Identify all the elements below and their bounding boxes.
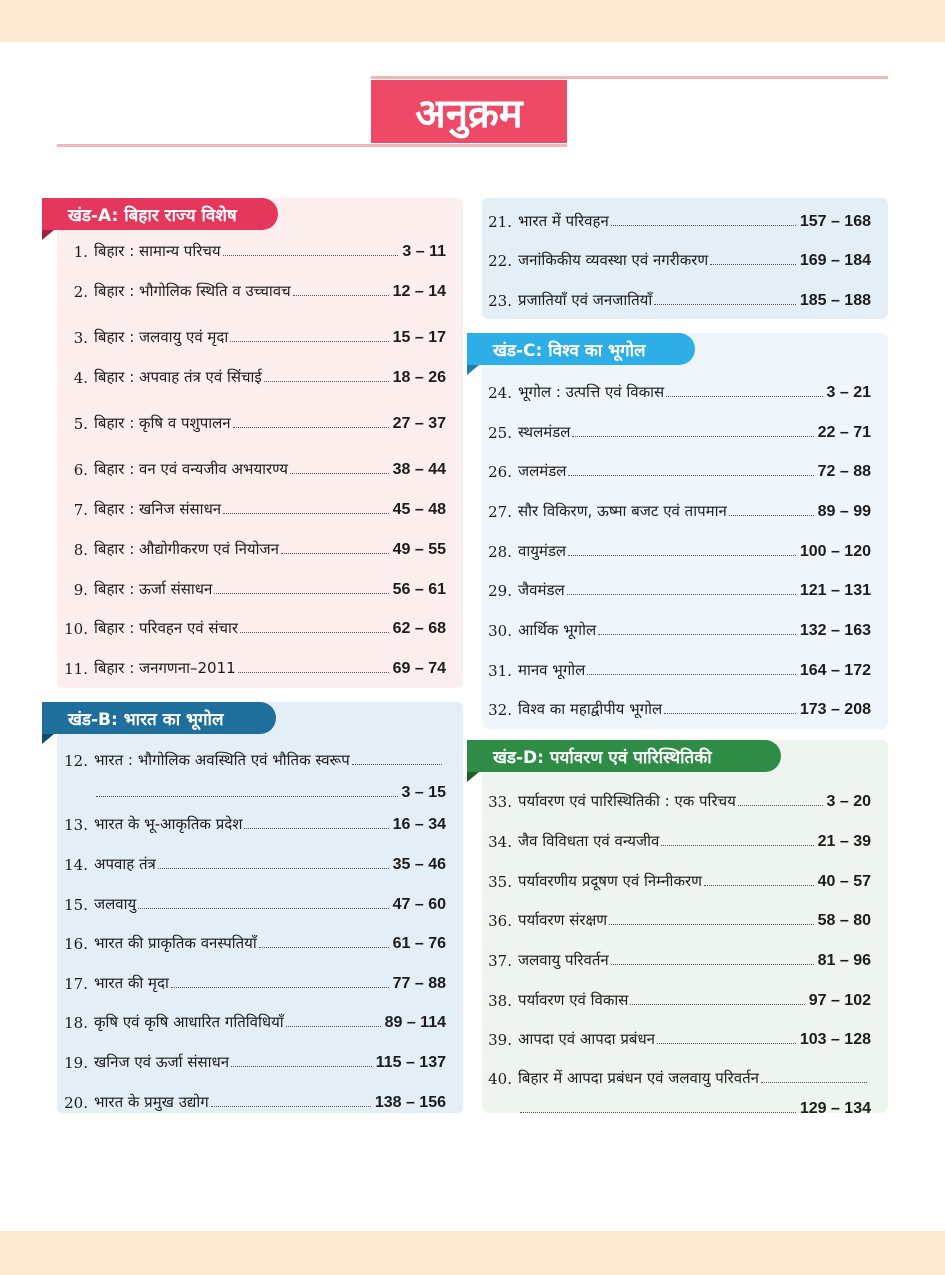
dot-leader — [214, 593, 388, 594]
entry-number: 7. — [73, 501, 88, 519]
toc-entry[interactable] — [60, 890, 446, 914]
entry-pages: 3 – 20 — [826, 793, 871, 810]
dot-leader — [171, 987, 389, 988]
toc-entry[interactable] — [484, 946, 871, 970]
entry-pages: 21 – 39 — [817, 833, 871, 850]
entry-number: 26. — [488, 463, 512, 481]
entry-title: स्थलमंडल — [518, 423, 571, 441]
entry-number: 38. — [488, 992, 512, 1010]
dot-leader — [259, 947, 389, 948]
entry-title: भारत के भू-आकृतिक प्रदेश — [94, 815, 243, 833]
toc-entry[interactable] — [484, 418, 871, 442]
entry-number: 36. — [488, 912, 512, 930]
toc-entry[interactable] — [60, 575, 446, 599]
entry-number: 39. — [488, 1031, 512, 1049]
dot-leader — [264, 381, 389, 382]
entry-number: 9. — [73, 581, 88, 599]
entry-number: 35. — [488, 873, 512, 891]
dot-leader — [568, 555, 796, 556]
entry-number: 14. — [64, 856, 88, 874]
entry-pages: 3 – 15 — [401, 784, 446, 801]
dot-leader — [572, 436, 813, 437]
entry-number: 33. — [488, 793, 512, 811]
toc-entry[interactable] — [60, 455, 446, 479]
entry-number: 13. — [64, 816, 88, 834]
entry-title: विश्व का महाद्वीपीय भूगोल — [518, 700, 663, 718]
toc-entry[interactable] — [484, 207, 871, 231]
dot-leader — [611, 964, 814, 965]
entry-title: बिहार : सामान्य परिचय — [94, 242, 221, 260]
entry-title: जनांकिकीय व्यवस्था एवं नगरीकरण — [518, 251, 709, 269]
toc-entry[interactable] — [484, 867, 871, 891]
dot-leader — [657, 1043, 796, 1044]
entry-title: मानव भूगोल — [518, 661, 586, 679]
entry-title: भारत की प्राकृतिक वनस्पतियाँ — [94, 934, 257, 952]
entry-title: बिहार : भौगोलिक स्थिति व उच्चावच — [94, 282, 291, 300]
toc-entry[interactable] — [484, 656, 871, 680]
toc-entry[interactable] — [60, 237, 446, 261]
toc-entry[interactable] — [484, 246, 871, 270]
entry-pages: 27 – 37 — [392, 415, 446, 432]
entry-number: 25. — [488, 424, 512, 442]
entry-pages: 18 – 26 — [392, 369, 446, 386]
entry-number: 27. — [488, 503, 512, 521]
entry-title: आर्थिक भूगोल — [518, 621, 597, 639]
entry-pages: 77 – 88 — [392, 975, 446, 992]
entry-title: प्रजातियाँ एवं जनजातियाँ — [518, 291, 653, 309]
entry-title: भूगोल : उत्पत्ति एवं विकास — [518, 383, 665, 401]
entry-number: 12. — [64, 752, 88, 770]
entry-number: 3. — [73, 329, 88, 347]
entry-title: बिहार : कृषि व पशुपालन — [94, 414, 231, 432]
dot-leader — [587, 674, 795, 675]
entry-number: 40. — [488, 1070, 512, 1088]
toc-entry[interactable] — [60, 969, 446, 993]
entry-title: भारत : भौगोलिक अवस्थिति एवं भौतिक स्वरूप — [94, 751, 350, 769]
section-a-label: खंड-A: बिहार राज्य विशेष — [68, 205, 237, 226]
dot-leader — [761, 1082, 867, 1083]
dot-leader — [158, 868, 389, 869]
entry-number: 17. — [64, 975, 88, 993]
entry-title: वायुमंडल — [518, 542, 567, 560]
entry-pages: 169 – 184 — [799, 252, 871, 269]
entry-pages: 138 – 156 — [374, 1094, 446, 1111]
dot-leader — [738, 805, 823, 806]
toc-entry[interactable] — [484, 787, 871, 811]
entry-title: भारत में परिवहन — [518, 212, 609, 230]
entry-pages: 12 – 14 — [392, 283, 446, 300]
entry-pages: 22 – 71 — [817, 424, 871, 441]
ribbon-fold — [467, 365, 479, 375]
entry-title: बिहार : जलवायु एवं मृदा — [94, 328, 229, 346]
entry-pages: 89 – 99 — [817, 503, 871, 520]
entry-number: 11. — [64, 660, 88, 678]
entry-pages: 100 – 120 — [799, 543, 871, 560]
ribbon-fold — [42, 734, 54, 744]
entry-title: जलमंडल — [518, 462, 567, 480]
entry-title: पर्यावरणीय प्रदूषण एवं निम्नीकरण — [518, 872, 702, 890]
entry-pages: 157 – 168 — [799, 213, 871, 230]
dot-leader — [138, 908, 388, 909]
entry-number: 28. — [488, 543, 512, 561]
entry-pages: 16 – 34 — [392, 816, 446, 833]
entry-number: 10. — [64, 620, 88, 638]
entry-number: 4. — [73, 369, 88, 387]
entry-pages: 185 – 188 — [799, 292, 871, 309]
dot-leader — [630, 1004, 804, 1005]
dot-leader — [598, 634, 796, 635]
entry-title: बिहार : अपवाह तंत्र एवं सिंचाई — [94, 368, 262, 386]
entry-pages: 56 – 61 — [392, 581, 446, 598]
entry-pages: 3 – 21 — [826, 384, 871, 401]
section-c-heading — [467, 333, 695, 365]
entry-number: 2. — [73, 283, 88, 301]
entry-title: पर्यावरण एवं पारिस्थितिकी : एक परिचय — [518, 792, 736, 810]
dot-leader — [520, 1112, 796, 1113]
entry-title: सौर विकिरण, ऊष्मा बजट एवं तापमान — [518, 502, 727, 520]
toc-entry[interactable] — [60, 409, 446, 433]
ribbon-fold — [42, 230, 54, 240]
toc-entry[interactable] — [60, 929, 446, 953]
toc-entry[interactable] — [60, 1088, 446, 1112]
dot-leader — [704, 885, 814, 886]
dot-leader — [240, 632, 389, 633]
entry-title: बिहार : जनगणना–2011 — [94, 659, 236, 677]
entry-pages: 97 – 102 — [808, 992, 871, 1009]
entry-title: बिहार : औद्योगीकरण एवं नियोजन — [94, 540, 279, 558]
dot-leader — [567, 594, 796, 595]
entry-number: 22. — [488, 252, 512, 270]
entry-pages: 132 – 163 — [799, 622, 871, 639]
ribbon-fold — [467, 772, 479, 782]
entry-title: बिहार : परिवहन एवं संचार — [94, 619, 239, 637]
toc-entry[interactable] — [484, 1064, 871, 1118]
dot-leader — [729, 515, 814, 516]
entry-number: 1. — [73, 243, 88, 261]
entry-pages: 81 – 96 — [817, 952, 871, 969]
entry-number: 15. — [64, 896, 88, 914]
dot-leader — [96, 796, 398, 797]
toc-entry[interactable] — [484, 616, 871, 640]
toc-entry[interactable] — [60, 535, 446, 559]
entry-number: 5. — [73, 415, 88, 433]
toc-entry[interactable] — [484, 378, 871, 402]
dot-leader — [286, 1026, 381, 1027]
entry-number: 6. — [73, 461, 88, 479]
entry-number: 34. — [488, 833, 512, 851]
toc-entry[interactable] — [60, 850, 446, 874]
dot-leader — [223, 513, 388, 514]
toc-entry[interactable] — [484, 537, 871, 561]
entry-title: भारत के प्रमुख उद्योग — [94, 1093, 209, 1111]
dot-leader — [609, 924, 814, 925]
toc-entry[interactable] — [60, 1048, 446, 1072]
toc-entry[interactable] — [484, 286, 871, 310]
entry-pages: 103 – 128 — [799, 1031, 871, 1048]
entry-title: जलवायु — [94, 895, 137, 913]
entry-title: कृषि एवं कृषि आधारित गतिविधियाँ — [94, 1013, 284, 1031]
entry-title: बिहार : खनिज संसाधन — [94, 500, 222, 518]
entry-pages: 69 – 74 — [392, 660, 446, 677]
entry-pages: 58 – 80 — [817, 912, 871, 929]
entry-pages: 72 – 88 — [817, 463, 871, 480]
entry-title: पर्यावरण संरक्षण — [518, 911, 608, 929]
entry-pages: 89 – 114 — [384, 1014, 446, 1031]
entry-pages: 15 – 17 — [392, 329, 446, 346]
dot-leader — [666, 396, 822, 397]
entry-title: भारत की मृदा — [94, 974, 169, 992]
toc-entry[interactable] — [60, 363, 446, 387]
section-b-heading — [42, 702, 276, 734]
dot-leader — [654, 304, 796, 305]
section-c-label: खंड-C: विश्व का भूगोल — [493, 340, 646, 361]
entry-pages: 47 – 60 — [392, 896, 446, 913]
entry-title: जलवायु परिवर्तन — [518, 951, 609, 969]
dot-leader — [238, 672, 389, 673]
dot-leader — [230, 341, 388, 342]
toc-entry[interactable] — [60, 746, 446, 802]
entry-title: जैव विविधता एवं वन्यजीव — [518, 832, 660, 850]
entry-title: बिहार : ऊर्जा संसाधन — [94, 580, 213, 598]
entry-title: पर्यावरण एवं विकास — [518, 991, 629, 1009]
entry-pages: 49 – 55 — [392, 541, 446, 558]
section-a-heading — [42, 198, 278, 230]
toc-entry[interactable] — [484, 986, 871, 1010]
dot-leader — [233, 427, 389, 428]
dot-leader — [244, 828, 388, 829]
entry-pages: 61 – 76 — [392, 935, 446, 952]
entry-number: 21. — [488, 213, 512, 231]
entry-pages: 3 – 11 — [402, 243, 446, 260]
dot-leader — [290, 473, 389, 474]
entry-number: 37. — [488, 952, 512, 970]
section-b-label: खंड-B: भारत का भूगोल — [68, 709, 224, 730]
entry-pages: 62 – 68 — [392, 620, 446, 637]
dot-leader — [611, 225, 796, 226]
toc-entry[interactable] — [60, 323, 446, 347]
entry-title: खनिज एवं ऊर्जा संसाधन — [94, 1053, 230, 1071]
entry-title: जैवमंडल — [518, 581, 565, 599]
dot-leader — [710, 264, 796, 265]
entry-pages: 45 – 48 — [392, 501, 446, 518]
toc-entry[interactable] — [484, 497, 871, 521]
toc-entry[interactable] — [60, 810, 446, 834]
dot-leader — [231, 1066, 372, 1067]
entry-pages: 115 – 137 — [375, 1054, 446, 1071]
dot-leader — [352, 764, 442, 765]
entry-pages: 129 – 134 — [799, 1100, 871, 1117]
toc-entry[interactable] — [60, 1008, 446, 1032]
entry-number: 18. — [64, 1014, 88, 1032]
bottom-border-band — [0, 1231, 945, 1275]
entry-number: 23. — [488, 292, 512, 310]
dot-leader — [211, 1106, 371, 1107]
title-rule-lower — [57, 144, 567, 147]
toc-entry[interactable] — [484, 1025, 871, 1049]
entry-number: 20. — [64, 1094, 88, 1112]
entry-title: बिहार : वन एवं वन्यजीव अभयारण्य — [94, 460, 289, 478]
section-d-label: खंड-D: पर्यावरण एवं पारिस्थितिकी — [493, 747, 712, 768]
section-d-heading — [467, 740, 781, 772]
entry-number: 16. — [64, 935, 88, 953]
toc-entry[interactable] — [60, 654, 446, 678]
entry-pages: 121 – 131 — [799, 582, 871, 599]
dot-leader — [293, 295, 389, 296]
entry-number: 31. — [488, 662, 512, 680]
entry-pages: 35 – 46 — [392, 856, 446, 873]
toc-entry[interactable] — [484, 576, 871, 600]
entry-pages: 164 – 172 — [799, 662, 871, 679]
entry-number: 19. — [64, 1054, 88, 1072]
entry-number: 24. — [488, 384, 512, 402]
entry-pages: 40 – 57 — [817, 873, 871, 890]
toc-entry[interactable] — [60, 277, 446, 301]
toc-entry[interactable] — [484, 827, 871, 851]
entry-pages: 173 – 208 — [799, 701, 871, 718]
entry-number: 30. — [488, 622, 512, 640]
top-border-band — [0, 0, 945, 42]
toc-entry[interactable] — [484, 457, 871, 481]
toc-entry[interactable] — [484, 695, 871, 719]
entry-number: 32. — [488, 701, 512, 719]
entry-pages: 38 – 44 — [392, 461, 446, 478]
dot-leader — [223, 255, 399, 256]
title-rule-upper — [371, 76, 888, 79]
dot-leader — [664, 713, 796, 714]
entry-number: 8. — [73, 541, 88, 559]
toc-entry[interactable] — [484, 906, 871, 930]
toc-entry[interactable] — [60, 495, 446, 519]
entry-title: अपवाह तंत्र — [94, 855, 156, 873]
dot-leader — [281, 553, 389, 554]
dot-leader — [661, 845, 813, 846]
entry-title: बिहार में आपदा प्रबंधन एवं जलवायु परिवर्तन — [518, 1069, 759, 1087]
page-title: अनुक्रम — [371, 80, 567, 143]
entry-title: आपदा एवं आपदा प्रबंधन — [518, 1030, 655, 1048]
dot-leader — [568, 475, 813, 476]
toc-entry[interactable] — [60, 614, 446, 638]
entry-number: 29. — [488, 582, 512, 600]
